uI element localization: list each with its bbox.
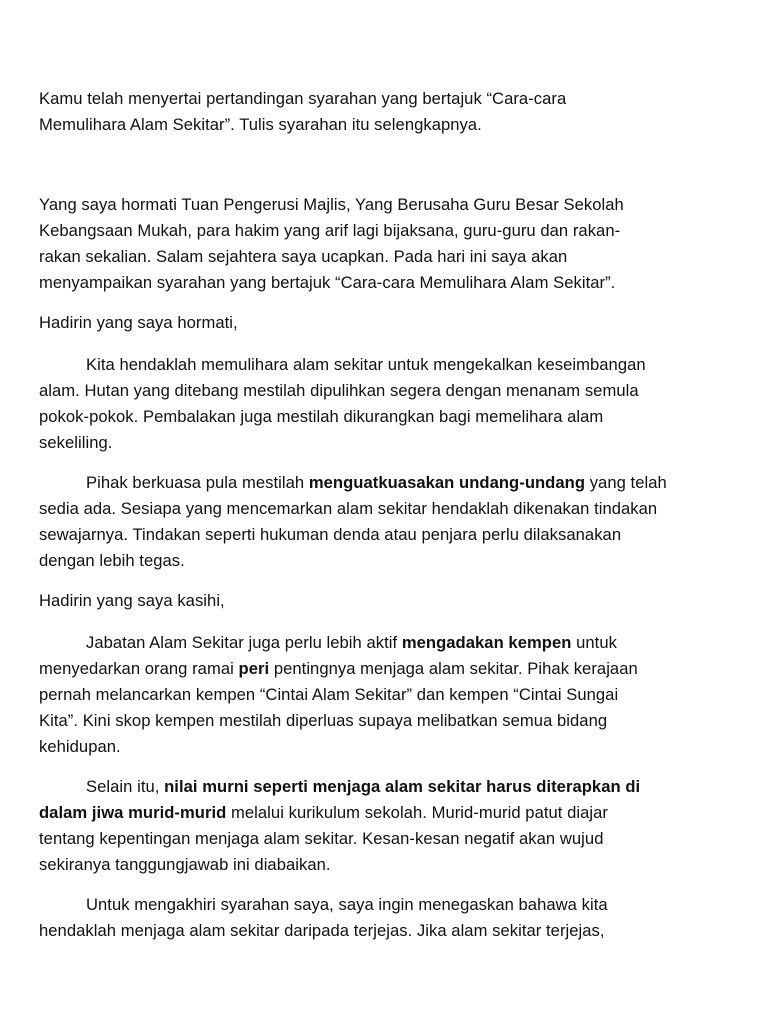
text-line: Untuk mengakhiri syarahan saya, saya ingin menegaskan bahawa kita (86, 895, 608, 914)
text-segment: Jabatan Alam Sekitar juga perlu lebih aktif (86, 633, 402, 652)
text-line: hendaklah menjaga alam sekitar daripada terjejas. Jika alam sekitar terjejas, (39, 921, 605, 940)
paragraph-1 (39, 352, 711, 456)
bold-phrase: mengadakan kempen (401, 633, 572, 652)
text-line: sedia ada. Sesiapa yang mencemarkan alam sekitar hendaklah dikenakan tindakan (39, 499, 658, 518)
bold-phrase: nilai murni seperti menjaga alam sekitar harus diterapkan di (164, 777, 641, 796)
text-segment: melalui kurikulum sekolah. Murid-murid patut diajar (226, 803, 608, 822)
paragraph-4 (39, 774, 711, 878)
text-line: sekiranya tanggungjawab ini diabaikan. (39, 855, 331, 874)
opening-paragraph (39, 192, 711, 296)
text-segment: Pihak berkuasa pula mestilah (86, 473, 309, 492)
text-segment: menyedarkan orang ramai (39, 659, 239, 678)
prompt-line: Memulihara Alam Sekitar”. Tulis syarahan itu selengkapnya. (39, 115, 482, 134)
text-segment: Selain itu, (86, 777, 165, 796)
text-line: kehidupan. (39, 737, 121, 756)
text-line: dengan lebih tegas. (39, 551, 185, 570)
essay-prompt (39, 86, 711, 138)
text-line: alam. Hutan yang ditebang mestilah dipulihkan segera dengan menanam semula (39, 381, 639, 400)
bold-phrase: dalam jiwa murid-murid (39, 803, 227, 822)
text-line: Yang saya hormati Tuan Pengerusi Majlis, Yang Berusaha Guru Besar Sekolah (39, 195, 624, 214)
text-line: sewajarnya. Tindakan seperti hukuman denda atau penjara perlu dilaksanakan (39, 525, 622, 544)
text-line: Kita hendaklah memulihara alam sekitar untuk mengekalkan keseimbangan (86, 355, 646, 374)
prompt-line: Kamu telah menyertai pertandingan syarahan yang bertajuk “Cara-cara (39, 89, 567, 108)
paragraph-2 (39, 470, 711, 574)
greeting-kasihi: Hadirin yang saya kasihi, (39, 591, 225, 610)
paragraph-5 (39, 892, 711, 944)
text-line: menyampaikan syarahan yang bertajuk “Cara-cara Memulihara Alam Sekitar”. (39, 273, 616, 292)
text-segment: untuk (571, 633, 617, 652)
greeting-hormati: Hadirin yang saya hormati, (39, 313, 238, 332)
text-line: pernah melancarkan kempen “Cintai Alam Sekitar” dan kempen “Cintai Sungai (39, 685, 619, 704)
paragraph-3 (39, 630, 711, 760)
bold-phrase: menguatkuasakan undang-undang (308, 473, 586, 492)
text-line: tentang kepentingan menjaga alam sekitar. Kesan-kesan negatif akan wujud (39, 829, 604, 848)
text-line: Kita”. Kini skop kempen mestilah diperluas supaya melibatkan semua bidang (39, 711, 608, 730)
bold-phrase: peri (238, 659, 270, 678)
text-line: pokok-pokok. Pembalakan juga mestilah dikurangkan bagi memelihara alam (39, 407, 604, 426)
text-line: sekeliling. (39, 433, 113, 452)
text-line: Kebangsaan Mukah, para hakim yang arif lagi bijaksana, guru-guru dan rakan- (39, 221, 621, 240)
text-segment: yang telah (585, 473, 667, 492)
text-segment: pentingnya menjaga alam sekitar. Pihak kerajaan (269, 659, 638, 678)
text-line: rakan sekalian. Salam sejahtera saya ucapkan. Pada hari ini saya akan (39, 247, 568, 266)
document-page (39, 86, 711, 944)
